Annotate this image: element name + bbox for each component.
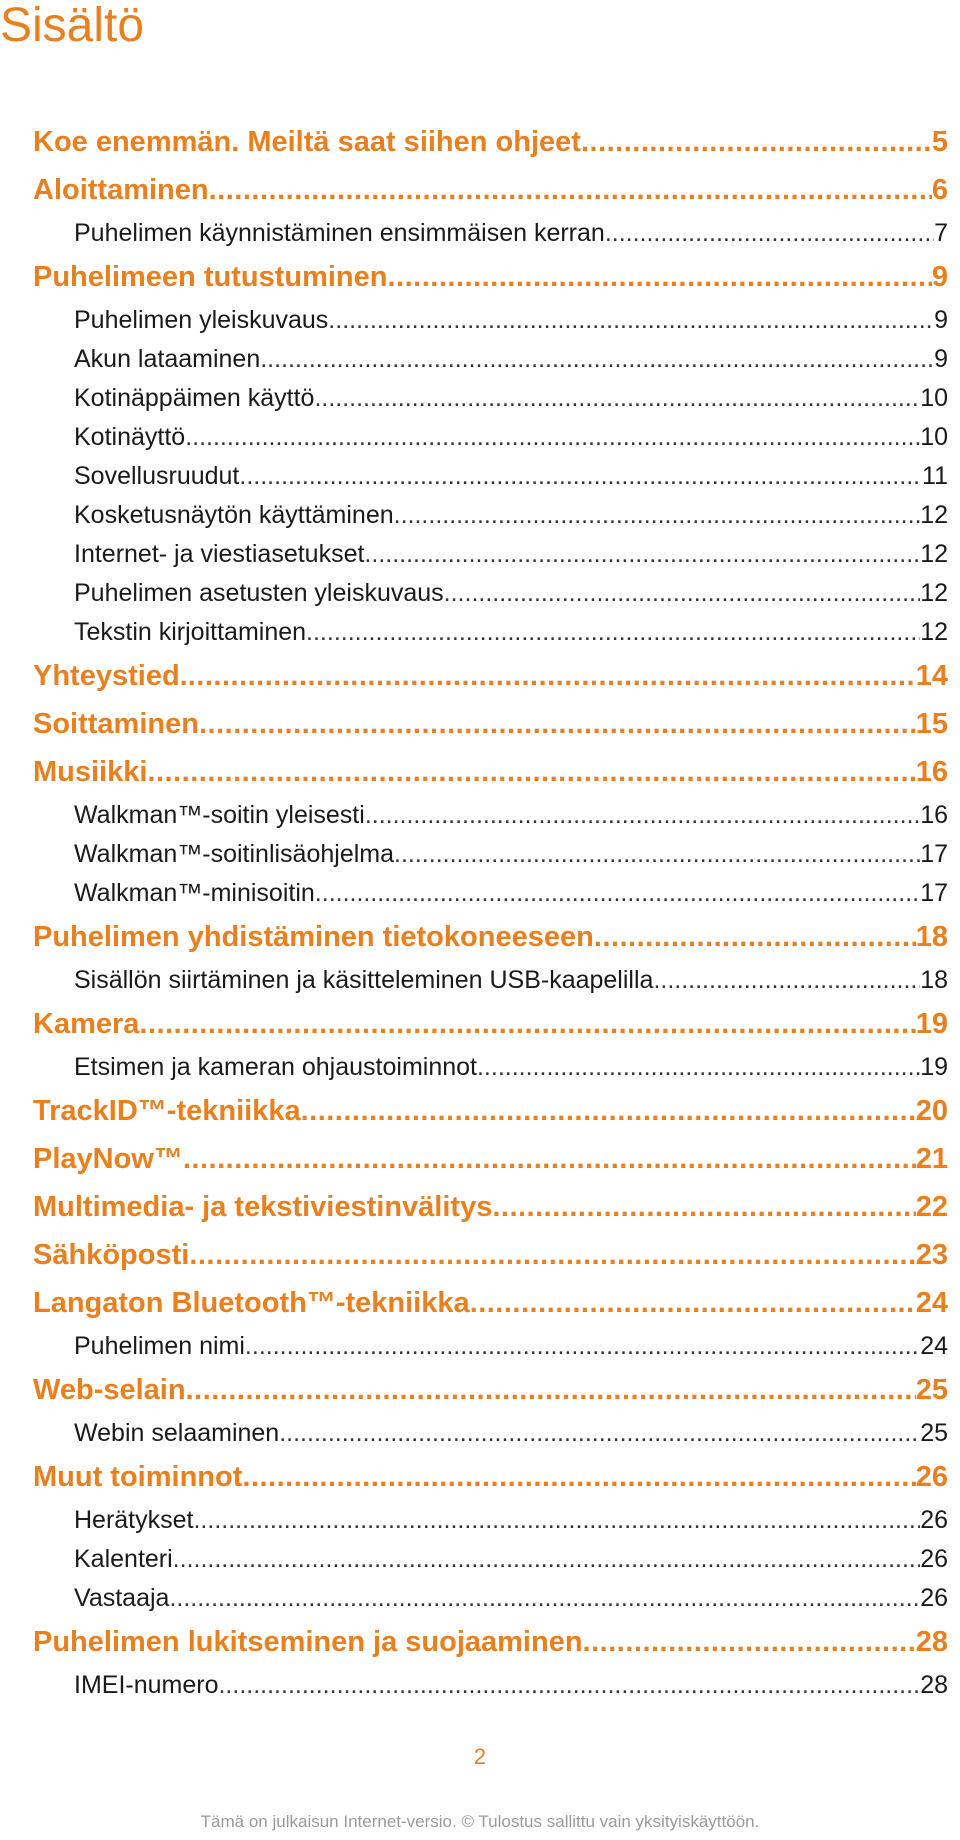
toc-dot-leader: [364, 535, 920, 574]
toc-entry-title: Sähköposti: [33, 1239, 190, 1271]
footer-note: Tämä on julkaisun Internet-versio. © Tulostus sallittu vain yksityiskäyttöön.: [200, 1812, 760, 1831]
toc-dot-leader: [605, 214, 934, 253]
toc-entry-title: Walkman™-soitin yleisesti: [74, 801, 365, 829]
toc-section-entry[interactable]: [33, 574, 948, 613]
toc-entry-page: 26: [920, 1506, 948, 1534]
toc-dot-leader: [583, 1618, 916, 1666]
toc-entry-title: IMEI-numero: [74, 1671, 219, 1699]
toc-chapter-entry[interactable]: [33, 1135, 948, 1183]
toc-section-entry[interactable]: [33, 418, 948, 457]
toc-section-entry[interactable]: [33, 340, 948, 379]
toc-dot-leader: [328, 301, 934, 340]
toc-entry-title: Puhelimen nimi: [74, 1332, 245, 1360]
toc-entry-title: Kotinäppäimen käyttö: [74, 384, 315, 412]
toc-chapter-entry[interactable]: [33, 1000, 948, 1048]
toc-dot-leader: [185, 418, 920, 457]
toc-dot-leader: [169, 1579, 920, 1618]
toc-entry-title: Aloittaminen: [33, 174, 209, 206]
toc-chapter-entry[interactable]: [33, 652, 948, 700]
table-of-contents: [33, 118, 948, 1705]
toc-dot-leader: [444, 574, 921, 613]
toc-entry-title: Kotinäyttö: [74, 423, 186, 451]
toc-dot-leader: [193, 1501, 920, 1540]
toc-entry-title: Akun lataaminen: [74, 345, 261, 373]
toc-entry-title: Langaton Bluetooth™-tekniikka: [33, 1287, 470, 1319]
toc-entry-page: 12: [920, 540, 948, 568]
toc-section-entry[interactable]: [33, 1501, 948, 1540]
toc-dot-leader: [394, 835, 920, 874]
toc-dot-leader: [139, 1000, 915, 1048]
toc-entry-title: Webin selaaminen: [74, 1419, 280, 1447]
toc-entry-page: 16: [920, 801, 948, 829]
toc-entry-title: PlayNow™: [33, 1143, 183, 1175]
toc-section-entry[interactable]: [33, 961, 948, 1000]
toc-entry-page: 18: [920, 966, 948, 994]
toc-entry-page: 18: [915, 921, 948, 953]
toc-entry-title: Muut toiminnot: [33, 1461, 243, 1493]
toc-dot-leader: [260, 340, 934, 379]
toc-section-entry[interactable]: [33, 496, 948, 535]
toc-chapter-entry[interactable]: [33, 1618, 948, 1666]
toc-entry-title: Yhteystied.: [33, 660, 188, 692]
toc-chapter-entry[interactable]: [33, 253, 948, 301]
toc-section-entry[interactable]: [33, 874, 948, 913]
toc-entry-page: 9: [934, 306, 948, 334]
toc-chapter-entry[interactable]: [33, 1231, 948, 1279]
toc-dot-leader: [218, 1666, 920, 1705]
toc-entry-title: Walkman™-minisoitin: [74, 879, 315, 907]
toc-entry-title: Vastaaja: [74, 1584, 170, 1612]
toc-section-entry[interactable]: [33, 457, 948, 496]
toc-entry-page: 21: [915, 1143, 948, 1175]
toc-entry-title: Puhelimeen tutustuminen: [33, 261, 388, 293]
toc-dot-leader: [279, 1414, 920, 1453]
toc-section-entry[interactable]: [33, 379, 948, 418]
toc-entry-page: 19: [915, 1008, 948, 1040]
toc-chapter-entry[interactable]: [33, 1087, 948, 1135]
toc-entry-title: Kalenteri: [74, 1545, 173, 1573]
toc-entry-page: 10: [920, 384, 948, 412]
toc-dot-leader: [209, 166, 932, 214]
toc-section-entry[interactable]: [33, 301, 948, 340]
toc-dot-leader: [387, 253, 931, 301]
toc-dot-leader: [301, 1087, 916, 1135]
toc-entry-title: Web-selain: [33, 1374, 186, 1406]
toc-entry-page: 28: [920, 1671, 948, 1699]
toc-dot-leader: [594, 913, 916, 961]
toc-entry-page: 7: [934, 219, 948, 247]
toc-chapter-entry[interactable]: [33, 166, 948, 214]
toc-section-entry[interactable]: [33, 796, 948, 835]
toc-entry-title: Kosketusnäytön käyttäminen: [74, 501, 394, 529]
toc-dot-leader: [147, 748, 915, 796]
toc-entry-page: 12: [920, 618, 948, 646]
toc-dot-leader: [581, 118, 932, 166]
toc-entry-title: Herätykset: [74, 1506, 194, 1534]
toc-entry-page: 20: [915, 1095, 948, 1127]
toc-entry-page: 26: [915, 1461, 948, 1493]
page-title: Sisältö: [0, 0, 145, 52]
toc-dot-leader: [653, 961, 920, 1000]
toc-dot-leader: [188, 652, 916, 700]
toc-section-entry[interactable]: [33, 214, 948, 253]
toc-chapter-entry[interactable]: [33, 1366, 948, 1414]
toc-entry-page: 24: [920, 1332, 948, 1360]
toc-chapter-entry[interactable]: [33, 1453, 948, 1501]
toc-section-entry[interactable]: [33, 1327, 948, 1366]
toc-entry-page: 26: [920, 1584, 948, 1612]
toc-chapter-entry[interactable]: [33, 913, 948, 961]
toc-entry-title: Soittaminen: [33, 708, 199, 740]
toc-dot-leader: [242, 1453, 915, 1501]
toc-entry-title: Tekstin kirjoittaminen: [74, 618, 307, 646]
toc-entry-page: 17: [920, 879, 948, 907]
toc-section-entry[interactable]: [33, 1579, 948, 1618]
toc-entry-title: Kamera: [33, 1008, 140, 1040]
toc-entry-page: 12: [920, 501, 948, 529]
toc-entry-title: Walkman™-soitinlisäohjelma: [74, 840, 395, 868]
toc-entry-title: TrackID™-tekniikka: [33, 1095, 301, 1127]
toc-dot-leader: [365, 796, 920, 835]
toc-entry-page: 5: [931, 126, 948, 158]
toc-dot-leader: [394, 496, 921, 535]
toc-entry-page: 9: [934, 345, 948, 373]
page-number: 2: [473, 1744, 487, 1769]
toc-entry-page: 28: [915, 1626, 948, 1658]
toc-entry-page: 24: [915, 1287, 948, 1319]
toc-section-entry[interactable]: [33, 835, 948, 874]
toc-dot-leader: [306, 613, 920, 652]
toc-chapter-entry[interactable]: [33, 118, 948, 166]
toc-entry-page: 12: [920, 579, 948, 607]
toc-dot-leader: [199, 700, 916, 748]
toc-chapter-entry[interactable]: [33, 700, 948, 748]
toc-section-entry[interactable]: [33, 535, 948, 574]
toc-entry-page: 16: [915, 756, 948, 788]
toc-dot-leader: [470, 1279, 916, 1327]
toc-entry-page: 15: [915, 708, 948, 740]
toc-entry-page: 9: [931, 261, 948, 293]
toc-chapter-entry[interactable]: [33, 1183, 948, 1231]
toc-chapter-entry[interactable]: [33, 1279, 948, 1327]
toc-section-entry[interactable]: [33, 1048, 948, 1087]
toc-entry-page: 17: [920, 840, 948, 868]
toc-entry-title: Sisällön siirtäminen ja käsitteleminen USB-kaapelilla: [74, 966, 654, 994]
toc-entry-title: Puhelimen yhdistäminen tietokoneeseen: [33, 921, 594, 953]
toc-dot-leader: [477, 1048, 920, 1087]
toc-entry-page: 19: [920, 1053, 948, 1081]
toc-dot-leader: [315, 874, 920, 913]
toc-entry-title: Koe enemmän. Meiltä saat siihen ohjeet: [33, 126, 581, 158]
toc-entry-title: Puhelimen yleiskuvaus: [74, 306, 329, 334]
toc-dot-leader: [173, 1540, 921, 1579]
toc-dot-leader: [183, 1135, 916, 1183]
toc-section-entry[interactable]: [33, 613, 948, 652]
toc-entry-page: 23: [915, 1239, 948, 1271]
toc-entry-page: 6: [931, 174, 948, 206]
toc-dot-leader: [239, 457, 922, 496]
toc-section-entry[interactable]: [33, 1414, 948, 1453]
toc-entry-title: Internet- ja viestiasetukset: [74, 540, 365, 568]
toc-entry-title: Puhelimen lukitseminen ja suojaaminen: [33, 1626, 583, 1658]
toc-entry-page: 10: [920, 423, 948, 451]
toc-entry-title: Puhelimen käynnistäminen ensimmäisen kerran: [74, 219, 605, 247]
toc-entry-page: 22: [915, 1191, 948, 1223]
toc-dot-leader: [189, 1231, 915, 1279]
toc-entry-page: 14: [915, 660, 948, 692]
toc-entry-page: 25: [915, 1374, 948, 1406]
toc-section-entry[interactable]: [33, 1666, 948, 1705]
toc-entry-title: Sovellusruudut: [74, 462, 240, 490]
toc-entry-page: 25: [920, 1419, 948, 1447]
toc-section-entry[interactable]: [33, 1540, 948, 1579]
toc-dot-leader: [186, 1366, 916, 1414]
toc-entry-title: Multimedia- ja tekstiviestinvälitys: [33, 1191, 493, 1223]
toc-entry-page: 11: [922, 462, 948, 490]
toc-chapter-entry[interactable]: [33, 748, 948, 796]
toc-entry-title: Musiikki: [33, 756, 148, 788]
toc-dot-leader: [492, 1183, 915, 1231]
toc-entry-title: Puhelimen asetusten yleiskuvaus: [74, 579, 444, 607]
toc-entry-page: 26: [920, 1545, 948, 1573]
toc-dot-leader: [245, 1327, 920, 1366]
toc-entry-title: Etsimen ja kameran ohjaustoiminnot: [74, 1053, 477, 1081]
toc-dot-leader: [314, 379, 920, 418]
